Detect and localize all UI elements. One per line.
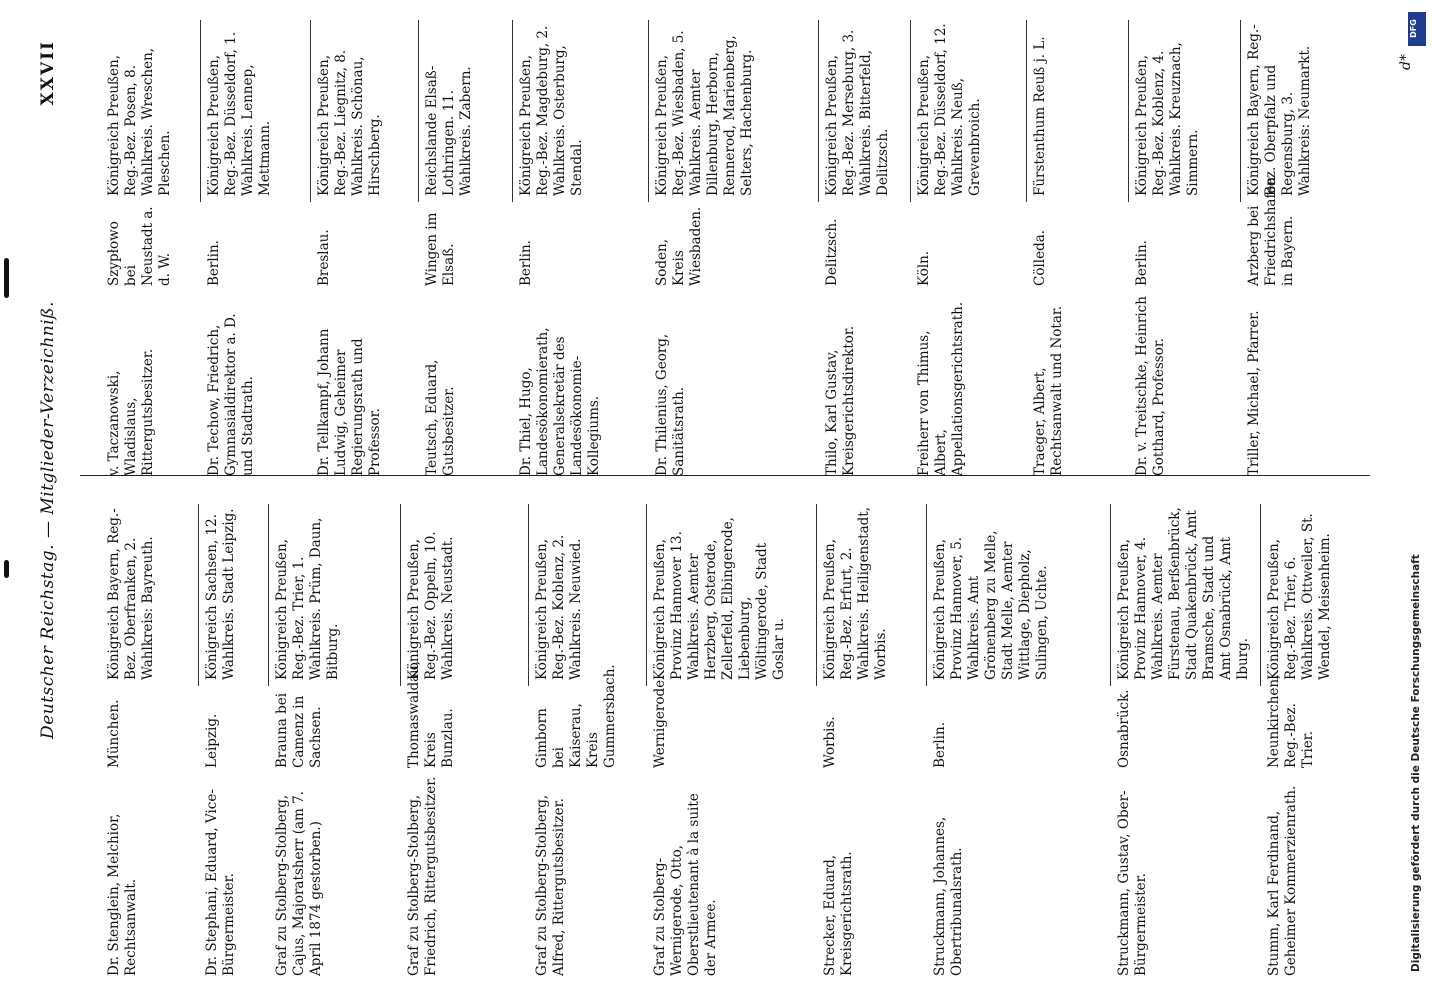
member-name: Graf zu Stolberg-Stolberg, Alfred, Rittergutsbesitzer. [534, 794, 567, 976]
member-residence: Wernigerode. [652, 675, 668, 768]
dfg-logo-text: DFG [1408, 19, 1418, 38]
member-constituency: Königreich Preußen, Reg.-Bez. Wiesbaden, 5. Wahlkreis. Aemter Dillenburg, Herborn, Rennerod, Marienberg, Selters, Hachenburg. [654, 30, 755, 196]
row-rule [646, 504, 647, 686]
member-name: Graf zu Stolberg-Wernigerode, Otto, Oberstlieutenant à la suite der Armee. [652, 793, 719, 976]
member-constituency: Königreich Preußen, Reg.-Bez. Erfurt, 2. Wahlkreis. Heiligenstadt, Worbis. [822, 506, 889, 680]
running-head: Deutscher Reichstag. — Mitglieder-Verzeichniß. [38, 301, 58, 739]
column-divider [80, 475, 1370, 476]
member-constituency: Königreich Preußen, Reg.-Bez. Koblenz, 4. Wahlkreis. Kreuznach, Simmern. [1134, 42, 1201, 196]
member-residence: Worbis. [822, 716, 838, 768]
member-residence: Köln. [916, 250, 932, 286]
member-residence: Neunkirchen, Reg.-Bez. Trier. [1266, 674, 1316, 768]
member-name: Dr. Tellkampf, Johann Ludwig, Geheimer Regierungsrath und Professor. [316, 328, 383, 476]
member-constituency: Königreich Preußen, Provinz Hannover, 5. Wahlkreis. Amt Grönenberg zu Melle, Stadt Melle, Aemter Wittlage, Diepholz, Sulingen, Uchte. [932, 530, 1050, 680]
member-constituency: Reichslande Elsaß-Lothringen. 11. Wahlkreis. Zabern. [424, 65, 474, 196]
printer-signature: d* [1398, 54, 1414, 70]
member-constituency: Königreich Preußen, Reg.-Bez. Trier, 1. Wahlkreis. Prüm, Daun, Bitburg. [274, 517, 341, 680]
member-constituency: Königreich Preußen, Reg.-Bez. Liegnitz, 8. Wahlkreis. Schönau, Hirschberg. [316, 49, 383, 196]
row-rule [648, 20, 649, 202]
page-number: XXVII [38, 40, 58, 106]
member-residence: Thomaswaldau, Kreis Bunzlau. [406, 660, 456, 768]
row-rule [1026, 20, 1027, 202]
member-constituency: Königreich Preußen, Reg.-Bez. Posen, 8. Wahlkreis. Wreschen, Pleschen. [106, 47, 173, 196]
member-residence: Cölleda. [1032, 229, 1048, 286]
scan-blot [4, 560, 9, 578]
row-rule [400, 504, 401, 686]
member-residence: Berlin. [932, 722, 948, 768]
member-residence: Berlin. [518, 240, 534, 286]
member-name: Graf zu Stolberg-Stolberg, Friedrich, Rittergutsbesitzer. [406, 776, 439, 976]
row-rule [528, 504, 529, 686]
member-name: Traeger, Albert, Rechtsanwalt und Notar. [1032, 305, 1065, 476]
row-rule [1240, 20, 1241, 202]
member-constituency: Königreich Bayern, Reg.-Bez. Oberpfalz und Regensburg, 3. Wahlkreis: Neumarkt. [1246, 24, 1313, 196]
member-residence: Wingen im Elsaß. [424, 212, 457, 286]
member-residence: Szypłowo bei Neustadt a. d. W. [106, 206, 173, 286]
member-name: Dr. Stenglein, Melchior, Rechtsanwalt. [106, 813, 139, 976]
row-rule [200, 20, 201, 202]
row-rule [418, 20, 419, 202]
member-residence: Leipzig. [204, 713, 220, 768]
row-rule [1128, 20, 1129, 202]
member-residence: Arzberg bei Friedrichshafen in Bayern. [1246, 176, 1296, 286]
member-constituency: Königreich Preußen, Reg.-Bez. Koblenz, 2. Wahlkreis. Neuwied. [534, 534, 584, 680]
member-name: Triller, Michael, Pfarrer. [1246, 310, 1262, 476]
member-residence: Brauna bei Camenz in Sachsen. [274, 692, 324, 768]
member-constituency: Königreich Preußen, Reg.-Bez. Merseburg, 3. Wahlkreis. Bitterfeld, Delitzsch. [824, 29, 891, 196]
member-constituency: Königreich Preußen, Reg.-Bez. Düsseldorf, 12. Wahlkreis. Neuß, Grevenbroich. [916, 23, 983, 196]
member-name: Graf zu Stolberg-Stolberg, Cajus, Majoratsherr (am 7. April 1874 gestorben.) [274, 791, 324, 976]
member-name: Dr. Techow, Friedrich, Gymnasialdirektor a. D. und Stadtrath. [206, 313, 256, 476]
member-name: Strecker, Eduard, Kreisgerichtsrath. [822, 851, 855, 976]
member-residence: Berlin. [1134, 240, 1150, 286]
member-constituency: Königreich Preußen, Reg.-Bez. Trier, 6. Wahlkreis. Ottweiler, St. Wendel, Meisenheim. [1266, 513, 1333, 680]
member-name: Teutsch, Eduard, Gutsbesitzer. [424, 359, 457, 476]
dfg-watermark [1406, 6, 1428, 996]
row-rule [926, 504, 927, 686]
member-name: Struckmann, Gustav, Ober-Bürgermeister. [1116, 790, 1149, 976]
row-rule [816, 504, 817, 686]
member-residence: Delitzsch. [824, 218, 840, 286]
member-constituency: Königreich Preußen, Provinz Hannover 13. Wahlkreis. Aemter Herzberg, Osterode, Zellerfeld, Elbingerode, Liebenburg, Wöltingerode, Stadt Goslar u. [652, 517, 787, 680]
member-name: Dr. Stephani, Eduard, Vice-Bürgermeister. [204, 789, 237, 976]
member-constituency: Königreich Preußen, Reg.-Bez. Magdeburg, 2. Wahlkreis. Osterburg, Stendal. [518, 25, 585, 196]
member-residence: Breslau. [316, 229, 332, 286]
member-name: Struckmann, Johannes, Obertribunalsrath. [932, 816, 965, 976]
row-rule [512, 20, 513, 202]
member-residence: Berlin. [206, 240, 222, 286]
member-name: Freiherr von Thimus, Albert, Appellationsgerichtsrath. [916, 301, 966, 476]
member-constituency: Fürstenthum Reuß j. L. [1032, 36, 1048, 196]
member-name: Dr. Thiel, Hugo, Landesökonomierath, Generalsekretär des Landesökonomie-Kollegiums. [518, 327, 602, 476]
page-header [38, 0, 78, 1000]
member-name: v. Taczanowski, Wladislaus, Rittergutsbesitzer. [106, 348, 156, 476]
row-rule [268, 504, 269, 686]
row-rule [310, 20, 311, 202]
row-rule [198, 504, 199, 686]
member-constituency: Königreich Preußen, Provinz Hannover, 4. Wahlkreis. Aemter Fürstenau, Berßenbrück, Stadt Quakenbrück, Amt Bramsche, Stadt und Amt Osnabrück, Amt Iburg. [1116, 507, 1251, 680]
row-rule [1110, 504, 1111, 686]
member-residence: Gimborn bei Kaiserau, Kreis Gummersbach. [534, 664, 618, 768]
member-residence: Osnabrück. [1116, 689, 1132, 768]
dfg-watermark-text: Digitalisierung gefördert durch die Deutsche Forschungsgemeinschaft [1410, 554, 1422, 972]
row-rule [1260, 504, 1261, 686]
row-rule [818, 20, 819, 202]
member-constituency: Königreich Preußen, Reg.-Bez. Oppeln, 10. Wahlkreis. Neustadt. [406, 531, 456, 680]
member-name: Stumm, Karl Ferdinand, Geheimer Kommerzienrath. [1266, 785, 1299, 976]
scan-blot [4, 258, 9, 298]
row-rule [910, 20, 911, 202]
member-name: Dr. Thilenius, Georg, Sanitätsrath. [654, 333, 687, 476]
member-name: Dr. v. Treitschke, Heinrich Gotthard, Professor. [1134, 296, 1167, 476]
member-residence: Soden, Kreis Wiesbaden. [654, 206, 704, 286]
member-residence: München. [106, 699, 122, 768]
member-name: Thilo, Karl Gustav, Kreisgerichtsdirektor. [824, 325, 857, 476]
member-constituency: Königreich Preußen, Reg.-Bez. Düsseldorf, 1. Wahlkreis. Lennep, Mettmann. [206, 31, 273, 196]
member-constituency: Königreich Bayern, Reg.-Bez. Oberfranken, 2. Wahlkreis: Bayreuth. [106, 508, 156, 680]
member-constituency: Königreich Sachsen, 12. Wahlkreis. Stadt Leipzig. [204, 508, 237, 680]
